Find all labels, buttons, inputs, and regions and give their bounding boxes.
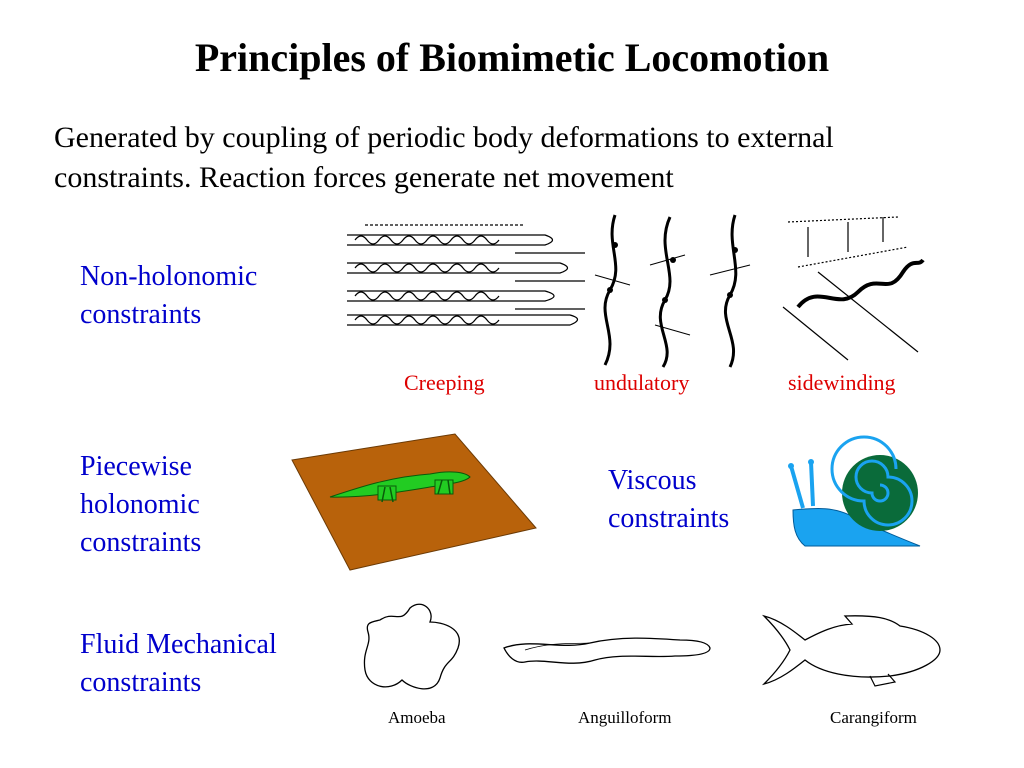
piecewise-label-line3: constraints — [80, 527, 202, 558]
sidewinding-illustration — [778, 212, 928, 362]
undulatory-illustration — [585, 205, 765, 370]
viscous-label-line1: Viscous — [608, 465, 697, 496]
caption-amoeba: Amoeba — [388, 708, 446, 727]
non-holonomic-label — [80, 258, 257, 334]
fluid-label-line2: constraints — [80, 667, 202, 698]
caption-creeping: Creeping — [404, 370, 485, 395]
non-holonomic-label-line2: constraints — [80, 299, 202, 330]
piecewise-label-line2: holonomic — [80, 489, 200, 520]
caption-carangiform: Carangiform — [830, 708, 917, 727]
viscous-label — [608, 462, 729, 538]
piecewise-label — [80, 448, 201, 562]
snail-illustration — [785, 448, 925, 553]
fluid-label-line1: Fluid Mechanical — [80, 629, 277, 660]
slide-title: Principles of Biomimetic Locomotion — [194, 35, 830, 80]
non-holonomic-label-line1: Non-holonomic — [80, 261, 258, 292]
viscous-label-line2: constraints — [608, 503, 730, 534]
lizard-on-ground-illustration — [290, 432, 540, 572]
caption-anguilloform: Anguilloform — [578, 708, 672, 727]
intro-text: Generated by coupling of periodic body deformations to external constraints. Reaction forces generate net movement — [54, 121, 834, 194]
piecewise-label-line1: Piecewise — [80, 451, 192, 482]
amoeba-illustration — [360, 600, 470, 700]
fluid-label — [80, 626, 277, 702]
caption-sidewinding: sidewinding — [788, 370, 896, 395]
anguilloform-illustration — [500, 628, 715, 678]
carangiform-illustration — [760, 610, 945, 690]
creeping-illustration — [345, 215, 590, 330]
caption-undulatory: undulatory — [594, 370, 690, 395]
